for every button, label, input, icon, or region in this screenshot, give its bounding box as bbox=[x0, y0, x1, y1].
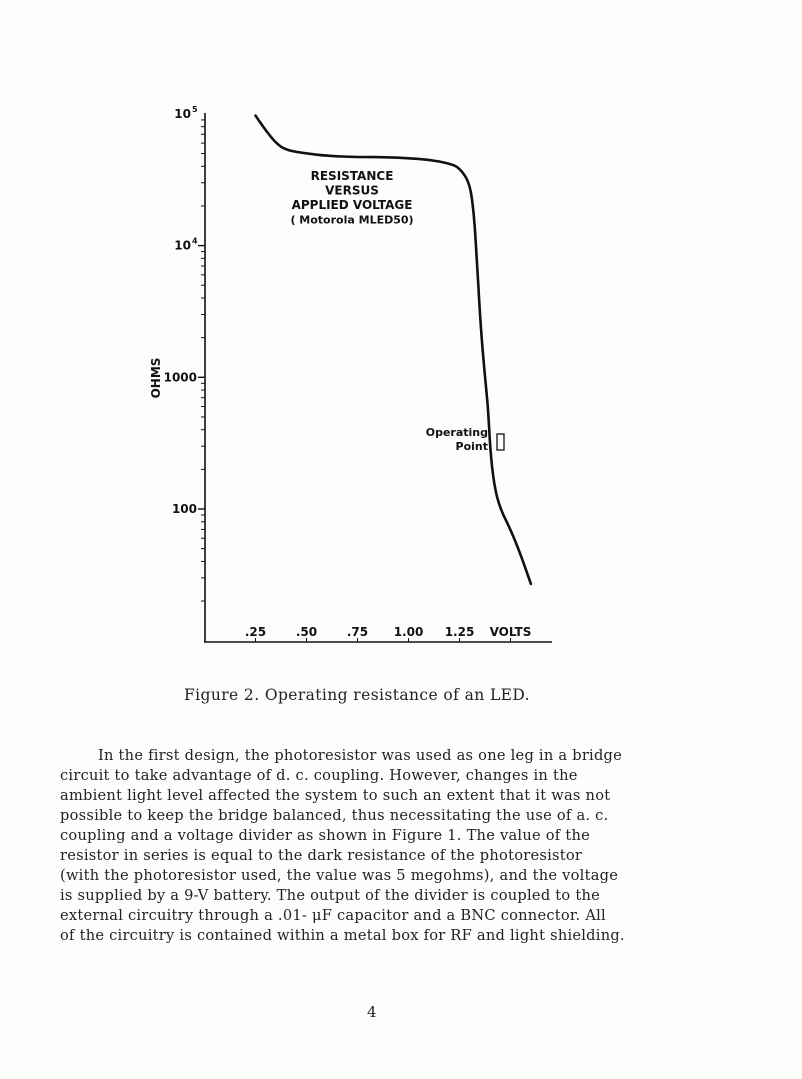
figure-caption: Figure 2. Operating resistance of an LED. bbox=[184, 686, 530, 704]
chart-title-line: ( Motorola MLED50) bbox=[290, 213, 414, 227]
paragraph-line: circuit to take advantage of d. c. coupling. However, changes in the bbox=[60, 767, 578, 784]
operating-point-marker bbox=[497, 434, 504, 450]
annotation-label: Point bbox=[455, 440, 488, 453]
series-line bbox=[256, 116, 531, 584]
y-axis-label: OHMS bbox=[149, 357, 163, 399]
operating-point-annotation bbox=[426, 426, 504, 453]
paragraph-line: of the circuitry is contained within a metal box for RF and light shielding. bbox=[60, 927, 625, 944]
chart-title-line: APPLIED VOLTAGE bbox=[291, 198, 413, 212]
annotation-label: Operating bbox=[425, 426, 488, 439]
y-tick-label: 10 bbox=[174, 106, 191, 121]
series-group bbox=[256, 116, 531, 584]
paragraph-line: (with the photoresistor used, the value was 5 megohms), and the voltage bbox=[60, 867, 619, 884]
page-number: 4 bbox=[367, 1003, 377, 1021]
paragraph-line: is supplied by a 9-V battery. The output of the divider is coupled to the bbox=[60, 887, 600, 904]
paragraph-line: resistor in series is equal to the dark resistance of the photoresistor bbox=[60, 847, 583, 864]
paragraph-line: external circuitry through a .01- μF capacitor and a BNC connector. All bbox=[60, 907, 606, 924]
y-tick-label: 100 bbox=[171, 502, 197, 516]
y-tick-label: 10 bbox=[174, 238, 191, 253]
x-tick-label: 1.25 bbox=[444, 625, 475, 639]
chart-title-line: RESISTANCE bbox=[310, 169, 394, 183]
body-paragraph bbox=[60, 746, 690, 946]
paragraph-line: coupling and a voltage divider as shown in Figure 1. The value of the bbox=[60, 827, 590, 844]
chart-title bbox=[290, 169, 413, 227]
x-tick-label: .25 bbox=[244, 625, 267, 639]
paragraph-line: In the first design, the photoresistor was used as one leg in a bridge bbox=[98, 747, 623, 764]
y-axis bbox=[164, 105, 205, 642]
y-tick-exponent: 5 bbox=[192, 104, 198, 114]
paragraph-line: ambient light level affected the system to such an extent that it was not bbox=[60, 787, 611, 804]
paragraph-line: possible to keep the bridge balanced, thus necessitating the use of a. c. bbox=[60, 807, 609, 824]
y-tick-exponent: 4 bbox=[192, 236, 198, 246]
x-tick-label: .75 bbox=[346, 625, 369, 639]
x-tick-label: 1.00 bbox=[393, 625, 424, 639]
x-tick-label: .50 bbox=[295, 625, 318, 639]
y-tick-label: 1000 bbox=[163, 370, 197, 385]
x-axis-label: VOLTS bbox=[489, 625, 532, 639]
chart-title-line: VERSUS bbox=[325, 183, 379, 198]
x-axis bbox=[204, 625, 552, 642]
